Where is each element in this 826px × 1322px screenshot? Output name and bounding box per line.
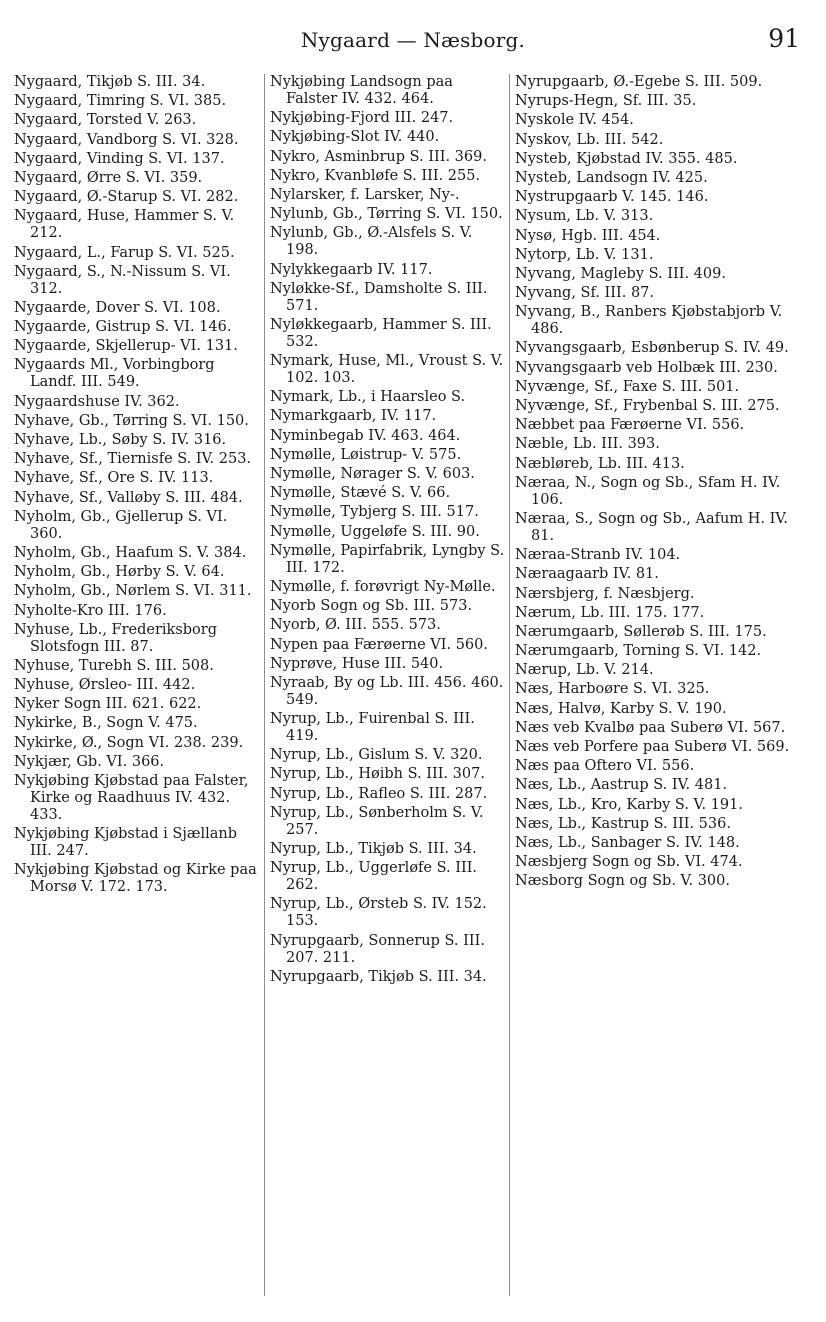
index-entry: Næraa, S., Sogn og Sb., Aafum H. IV. 81. [515, 510, 788, 544]
index-entry: Nymølle, Tybjerg S. III. 517. [270, 504, 479, 521]
index-entry: Nygaard, Vandborg S. VI. 328. [14, 131, 239, 148]
index-entry: Nærumgaarb, Torning S. VI. 142. [515, 643, 762, 660]
index-entry: Nymølle, Papirfabrik, Lyngby S. III. 172. [270, 542, 505, 576]
index-entry: Nylunb, Gb., Tørring S. VI. 150. [270, 206, 503, 223]
index-entry: Næsborg Sogn og Sb. V. 300. [515, 873, 730, 890]
running-title: Nygaard — Næsborg. [300, 28, 526, 52]
index-entry: Nygaard, Ø.-Starup S. VI. 282. [14, 189, 239, 206]
index-entry: Nyhave, Sf., Valløby S. III. 484. [14, 489, 243, 506]
index-entry: Næsbjerg Sogn og Sb. VI. 474. [515, 854, 743, 871]
index-entry: Nyrup, Lb., Fuirenbal S. III. 419. [270, 711, 475, 745]
index-entry: Nærsbjerg, f. Næsbjerg. [515, 585, 695, 602]
index-entry: Nymølle, Løistrup- V. 575. [270, 446, 462, 463]
index-entry: Nygaardshuse IV. 362. [14, 393, 180, 410]
index-entry: Nyvang, Magleby S. III. 409. [515, 265, 726, 282]
index-entry: Nærumgaarb, Søllerøb S. III. 175. [515, 623, 767, 640]
index-entry: Næs, Lb., Kastrup S. III. 536. [515, 815, 731, 832]
index-entry: Nyorb Sogn og Sb. III. 573. [270, 598, 473, 615]
index-entry: Næraa, N., Sogn og Sb., Sfam H. IV. 106. [515, 474, 781, 508]
index-entry: Nyvang, Sf. III. 87. [515, 285, 655, 302]
index-entry: Næs veb Kvalbø paa Suberø VI. 567. [515, 719, 786, 736]
index-entry: Nyker Sogn III. 621. 622. [14, 696, 202, 713]
index-entry: Nyholte-Kro III. 176. [14, 602, 167, 619]
index-entry: Nygaard, Vinding S. VI. 137. [14, 150, 225, 167]
index-entry: Nyrupgaarb, Tikjøb S. III. 34. [270, 968, 487, 985]
index-entry: Nyrup, Lb., Uggerløfe S. III. 262. [270, 860, 478, 894]
index-entry: Nyminbegab IV. 463. 464. [270, 427, 461, 444]
index-entry: Nykjøbing-Fjord III. 247. [270, 110, 454, 127]
index-entry: Nyvænge, Sf., Faxe S. III. 501. [515, 378, 740, 395]
index-entry: Nygaard, Torsted V. 263. [14, 112, 197, 129]
index-columns [0, 74, 826, 1309]
index-entry: Nysø, Hgb. III. 454. [515, 227, 661, 244]
index-entry: Nyløkke-Sf., Damsholte S. III. 571. [270, 280, 488, 314]
index-entry: Nyholm, Gb., Gjellerup S. VI. 360. [14, 508, 228, 542]
index-entry: Nyvænge, Sf., Frybenbal S. III. 275. [515, 398, 780, 414]
index-entry: Nygaard, Timring S. VI. 385. [14, 93, 227, 110]
index-entry: Nykjær, Gb. VI. 366. [14, 753, 165, 770]
index-entry: Nyskole IV. 454. [515, 112, 634, 129]
index-entry: Nykro, Kvanbløfe S. III. 255. [270, 167, 481, 184]
column-2 [270, 74, 506, 988]
index-entry: Nykjøbing Kjøbstad paa Falster, Kirke og Raadhuus IV. 432. 433. [14, 773, 249, 823]
index-entry: Nygaard, Huse, Hammer S. V. 212. [14, 208, 235, 242]
index-entry: Nyhave, Sf., Ore S. IV. 113. [14, 470, 214, 487]
index-entry: Nyhave, Sf., Tiernisfe S. IV. 253. [14, 451, 252, 468]
index-entry: Nyhuse, Turebh S. III. 508. [14, 657, 214, 674]
index-entry: Nyvang, B., Ranbers Kjøbstabjorb V. 486. [515, 304, 783, 338]
index-entry: Nygaarde, Dover S. VI. 108. [14, 299, 221, 316]
index-entry: Nymølle, Uggeløfe S. III. 90. [270, 523, 480, 540]
page-header [0, 20, 826, 60]
index-entry: Nyløkkegaarb, Hammer S. III. 532. [270, 316, 492, 350]
index-entry: Nyholm, Gb., Hørby S. V. 64. [14, 564, 225, 581]
index-entry: Nykjøbing Kjøbstad og Kirke paa Morsø V. 172. 173. [14, 862, 257, 896]
index-entry: Nymark, Huse, Ml., Vroust S. V. 102. 103. [270, 353, 504, 387]
index-entry: Næble, Lb. III. 393. [515, 436, 660, 453]
index-entry: Nyrup, Lb., Tikjøb S. III. 34. [270, 841, 477, 857]
index-entry: Næbløreb, Lb. III. 413. [515, 455, 685, 472]
index-entry: Nyrup, Lb., Gislum S. V. 320. [270, 747, 483, 764]
index-entry: Nysum, Lb. V. 313. [515, 208, 654, 225]
index-entry: Næs, Harboøre S. VI. 325. [515, 681, 710, 698]
index-entry: Nymølle, f. forøvrigt Ny-Mølle. [270, 578, 496, 595]
index-entry: Nykjøbing Landsogn paa Falster IV. 432. 464. [270, 74, 453, 107]
index-entry: Næraa-Stranb IV. 104. [515, 547, 681, 564]
index-entry: Nyskov, Lb. III. 542. [515, 131, 664, 148]
index-entry: Nylunb, Gb., Ø.-Alsfels S. V. 198. [270, 225, 473, 259]
index-entry: Nytorp, Lb. V. 131. [515, 246, 654, 263]
index-entry: Nylarsker, f. Larsker, Ny-. [270, 186, 460, 203]
index-entry: Nyorb, Ø. III. 555. 573. [270, 617, 441, 634]
index-entry: Nyhave, Gb., Tørring S. VI. 150. [14, 412, 249, 429]
index-entry: Nygaard, S., N.-Nissum S. VI. 312. [14, 263, 231, 297]
index-entry: Næs, Lb., Kro, Karby S. V. 191. [515, 796, 743, 813]
index-entry: Nykro, Asminbrup S. III. 369. [270, 148, 487, 165]
index-entry: Nyvangsgaarb, Esbønberup S. IV. 49. [515, 340, 789, 357]
index-entry: Nymarkgaarb, IV. 117. [270, 408, 437, 425]
index-entry: Nærum, Lb. III. 175. 177. [515, 604, 705, 621]
index-entry: Nykirke, Ø., Sogn VI. 238. 239. [14, 734, 244, 751]
index-entry: Nyhuse, Ørsleo- III. 442. [14, 677, 196, 694]
index-entry: Nylykkegaarb IV. 117. [270, 261, 433, 278]
page-number: 91 [768, 24, 800, 53]
index-entry: Nyrupgaarb, Sonnerup S. III. 207. 211. [270, 932, 485, 966]
index-entry: Nykirke, B., Sogn V. 475. [14, 715, 198, 732]
index-entry: Nygaard, Tikjøb S. III. 34. [14, 74, 206, 90]
index-entry: Nygaard, Ørre S. VI. 359. [14, 169, 203, 186]
index-entry: Næs, Lb., Sanbager S. IV. 148. [515, 834, 740, 851]
index-entry: Næs, Lb., Aastrup S. IV. 481. [515, 777, 728, 794]
index-entry: Nymølle, Stævé S. V. 66. [270, 485, 451, 502]
index-entry: Næs paa Oftero VI. 556. [515, 758, 695, 775]
index-entry: Nyrupgaarb, Ø.-Egebe S. III. 509. [515, 74, 763, 90]
column-3 [515, 74, 815, 893]
index-entry: Næraagaarb IV. 81. [515, 566, 659, 583]
index-entry: Nyhuse, Lb., Frederiksborg Slotsfogn III. 87. [14, 621, 217, 655]
index-entry: Nysteb, Kjøbstad IV. 355. 485. [515, 150, 738, 167]
column-1 [14, 74, 260, 899]
index-entry: Nygaarde, Skjellerup- VI. 131. [14, 338, 238, 355]
index-entry: Nypen paa Færøerne VI. 560. [270, 636, 488, 653]
index-entry: Nystrupgaarb V. 145. 146. [515, 189, 709, 206]
index-entry: Nyholm, Gb., Haafum S. V. 384. [14, 544, 247, 561]
index-entry: Nyvangsgaarb veb Holbæk III. 230. [515, 359, 778, 376]
index-entry: Nyprøve, Huse III. 540. [270, 655, 444, 672]
index-entry: Nyrup, Lb., Ørsteb S. IV. 152. 153. [270, 896, 487, 930]
index-entry: Nyraab, By og Lb. III. 456. 460. 549. [270, 674, 504, 708]
index-entry: Nyrup, Lb., Sønberholm S. V. 257. [270, 804, 484, 838]
index-entry: Næs veb Porfere paa Suberø VI. 569. [515, 739, 790, 755]
index-entry: Nyrup, Lb., Rafleo S. III. 287. [270, 785, 488, 802]
index-entry: Nyrup, Lb., Høibh S. III. 307. [270, 766, 485, 783]
index-entry: Næbbet paa Færøerne VI. 556. [515, 417, 745, 434]
index-entry: Nyrups-Hegn, Sf. III. 35. [515, 93, 697, 110]
index-entry: Nærup, Lb. V. 214. [515, 662, 654, 679]
index-entry: Nymølle, Nørager S. V. 603. [270, 466, 475, 482]
index-entry: Nysteb, Landsogn IV. 425. [515, 169, 708, 186]
index-entry: Nygaards Ml., Vorbingborg Landf. III. 549. [14, 357, 215, 391]
index-entry: Nyholm, Gb., Nørlem S. VI. 311. [14, 583, 252, 600]
index-entry: Næs, Halvø, Karby S. V. 190. [515, 700, 727, 717]
index-entry: Nygaarde, Gistrup S. VI. 146. [14, 319, 232, 336]
index-entry: Nymark, Lb., i Haarsleo S. [270, 389, 466, 406]
index-entry: Nygaard, L., Farup S. VI. 525. [14, 244, 235, 261]
index-entry: Nykjøbing-Slot IV. 440. [270, 129, 440, 146]
index-entry: Nyhave, Lb., Søby S. IV. 316. [14, 432, 227, 448]
index-entry: Nykjøbing Kjøbstad i Sjællanb III. 247. [14, 826, 238, 860]
